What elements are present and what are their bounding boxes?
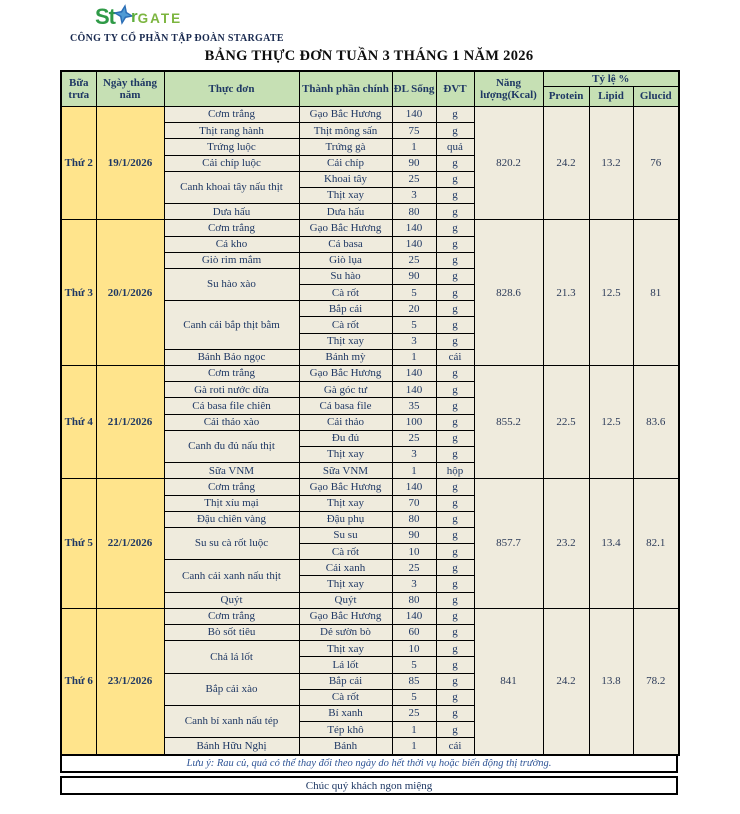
ingredient-cell: Đu đủ xyxy=(299,430,392,446)
ingredient-cell: Thịt mông sấn xyxy=(299,123,392,139)
qty-cell: 90 xyxy=(392,527,436,543)
energy-cell: 841 xyxy=(474,608,543,754)
logo-text-r: r xyxy=(131,7,138,26)
qty-cell: 25 xyxy=(392,705,436,721)
glucid-cell: 81 xyxy=(633,220,679,366)
ingredient-cell: Su hào xyxy=(299,268,392,284)
unit-cell: g xyxy=(436,705,474,721)
qty-cell: 60 xyxy=(392,625,436,641)
protein-cell: 24.2 xyxy=(543,107,589,220)
menu-row xyxy=(61,107,679,123)
qty-cell: 10 xyxy=(392,544,436,560)
ingredient-cell: Trứng gà xyxy=(299,139,392,155)
dish-cell: Cải thảo xào xyxy=(164,414,299,430)
lipid-cell: 12.5 xyxy=(589,366,633,479)
unit-cell: g xyxy=(436,689,474,705)
unit-cell: g xyxy=(436,187,474,203)
qty-cell: 35 xyxy=(392,398,436,414)
qty-cell: 10 xyxy=(392,641,436,657)
day-cell: Thứ 3 xyxy=(61,220,96,366)
qty-cell: 140 xyxy=(392,220,436,236)
protein-cell: 21.3 xyxy=(543,220,589,366)
dish-cell: Trứng luộc xyxy=(164,139,299,155)
date-cell: 22/1/2026 xyxy=(96,479,164,609)
unit-cell: g xyxy=(436,220,474,236)
ingredient-cell: Gạo Bắc Hương xyxy=(299,608,392,624)
qty-cell: 1 xyxy=(392,738,436,755)
qty-cell: 25 xyxy=(392,560,436,576)
ingredient-cell: Gạo Bắc Hương xyxy=(299,220,392,236)
page-title: BẢNG THỰC ĐƠN TUẦN 3 THÁNG 1 NĂM 2026 xyxy=(204,48,534,64)
stargate-logo xyxy=(95,4,182,30)
unit-cell: g xyxy=(436,317,474,333)
ingredient-cell: Dưa hấu xyxy=(299,204,392,220)
glucid-cell: 76 xyxy=(633,107,679,220)
qty-cell: 85 xyxy=(392,673,436,689)
dish-cell: Bắp cải xào xyxy=(164,673,299,705)
ingredient-cell: Cà rốt xyxy=(299,285,392,301)
lipid-cell: 13.4 xyxy=(589,479,633,609)
ingredient-cell: Su su xyxy=(299,527,392,543)
ingredient-cell: Gạo Bắc Hương xyxy=(299,479,392,495)
dish-cell: Bánh Bảo ngọc xyxy=(164,349,299,365)
col-header-unit: ĐVT xyxy=(436,71,474,107)
dish-cell: Quýt xyxy=(164,592,299,608)
date-cell: 23/1/2026 xyxy=(96,608,164,754)
ingredient-cell: Thịt xay xyxy=(299,333,392,349)
dish-cell: Thịt xíu mại xyxy=(164,495,299,511)
unit-cell: g xyxy=(436,366,474,382)
dish-cell: Đậu chiên vàng xyxy=(164,511,299,527)
ingredient-cell: Lá lốt xyxy=(299,657,392,673)
unit-cell: cái xyxy=(436,349,474,365)
qty-cell: 3 xyxy=(392,187,436,203)
day-cell: Thứ 2 xyxy=(61,107,96,220)
dish-cell: Cơm trắng xyxy=(164,479,299,495)
unit-cell: g xyxy=(436,382,474,398)
qty-cell: 1 xyxy=(392,349,436,365)
unit-cell: g xyxy=(436,414,474,430)
dish-cell: Cải chíp luộc xyxy=(164,155,299,171)
unit-cell: g xyxy=(436,268,474,284)
ingredient-cell: Cà rốt xyxy=(299,544,392,560)
unit-cell: g xyxy=(436,155,474,171)
ingredient-cell: Dẻ sườn bò xyxy=(299,625,392,641)
unit-cell: g xyxy=(436,333,474,349)
unit-cell: g xyxy=(436,625,474,641)
day-cell: Thứ 5 xyxy=(61,479,96,609)
col-header-energy: Năng lượng(Kcal) xyxy=(474,71,543,107)
qty-cell: 5 xyxy=(392,657,436,673)
dish-cell: Cơm trắng xyxy=(164,107,299,123)
unit-cell: g xyxy=(436,204,474,220)
col-header-protein: Protein xyxy=(543,87,589,107)
dish-cell: Cơm trắng xyxy=(164,608,299,624)
qty-cell: 25 xyxy=(392,171,436,187)
unit-cell: g xyxy=(436,123,474,139)
dish-cell: Giò rim mắm xyxy=(164,252,299,268)
qty-cell: 1 xyxy=(392,139,436,155)
unit-cell: quả xyxy=(436,139,474,155)
ingredient-cell: Cải xanh xyxy=(299,560,392,576)
col-header-date: Ngày tháng năm xyxy=(96,71,164,107)
lipid-cell: 13.8 xyxy=(589,608,633,754)
qty-cell: 80 xyxy=(392,592,436,608)
dish-cell: Canh cải xanh nấu thịt xyxy=(164,560,299,592)
unit-cell: g xyxy=(436,722,474,738)
ingredient-cell: Tép khô xyxy=(299,722,392,738)
unit-cell: g xyxy=(436,657,474,673)
qty-cell: 140 xyxy=(392,366,436,382)
dish-cell: Gà roti nước dừa xyxy=(164,382,299,398)
unit-cell: g xyxy=(436,511,474,527)
ingredient-cell: Thịt xay xyxy=(299,641,392,657)
unit-cell: g xyxy=(436,544,474,560)
dish-cell: Sữa VNM xyxy=(164,463,299,479)
footer-wish: Chúc quý khách ngon miệng xyxy=(60,776,678,795)
ingredient-cell: Quýt xyxy=(299,592,392,608)
qty-cell: 5 xyxy=(392,285,436,301)
energy-cell: 828.6 xyxy=(474,220,543,366)
date-cell: 21/1/2026 xyxy=(96,366,164,479)
company-name: CÔNG TY CỔ PHẦN TẬP ĐOÀN STARGATE xyxy=(70,33,284,44)
ingredient-cell: Cá basa file xyxy=(299,398,392,414)
unit-cell: g xyxy=(436,673,474,689)
ingredient-cell: Đậu phụ xyxy=(299,511,392,527)
dish-cell: Canh khoai tây nấu thịt xyxy=(164,171,299,203)
dish-cell: Chả lá lốt xyxy=(164,641,299,673)
ingredient-cell: Bắp cải xyxy=(299,301,392,317)
col-header-ingredient: Thành phần chính xyxy=(299,71,392,107)
qty-cell: 140 xyxy=(392,382,436,398)
qty-cell: 90 xyxy=(392,155,436,171)
col-header-qty: ĐL Sống xyxy=(392,71,436,107)
ingredient-cell: Sữa VNM xyxy=(299,463,392,479)
unit-cell: g xyxy=(436,107,474,123)
energy-cell: 820.2 xyxy=(474,107,543,220)
ingredient-cell: Cải thảo xyxy=(299,414,392,430)
qty-cell: 3 xyxy=(392,446,436,462)
unit-cell: g xyxy=(436,527,474,543)
qty-cell: 70 xyxy=(392,495,436,511)
col-header-ratio: Tỷ lệ % xyxy=(543,71,679,87)
dish-cell: Cá basa file chiên xyxy=(164,398,299,414)
unit-cell: g xyxy=(436,171,474,187)
protein-cell: 22.5 xyxy=(543,366,589,479)
date-cell: 20/1/2026 xyxy=(96,220,164,366)
protein-cell: 23.2 xyxy=(543,479,589,609)
qty-cell: 25 xyxy=(392,430,436,446)
col-header-lipid: Lipid xyxy=(589,87,633,107)
footer-note: Lưu ý: Rau củ, quả có thể thay đổi theo ngày do hết thời vụ hoặc biến động thị trường. xyxy=(60,756,678,773)
dish-cell: Cơm trắng xyxy=(164,220,299,236)
qty-cell: 75 xyxy=(392,123,436,139)
dish-cell: Su hào xào xyxy=(164,268,299,300)
dish-cell: Cơm trắng xyxy=(164,366,299,382)
qty-cell: 1 xyxy=(392,463,436,479)
dish-cell: Canh đu đủ nấu thịt xyxy=(164,430,299,462)
menu-table xyxy=(60,70,680,756)
ingredient-cell: Thịt xay xyxy=(299,495,392,511)
menu-row xyxy=(61,479,679,495)
day-cell: Thứ 6 xyxy=(61,608,96,754)
qty-cell: 3 xyxy=(392,333,436,349)
col-header-glucid: Glucid xyxy=(633,87,679,107)
table-header xyxy=(61,71,679,107)
unit-cell: g xyxy=(436,592,474,608)
menu-row xyxy=(61,608,679,624)
ingredient-cell: Cà rốt xyxy=(299,317,392,333)
unit-cell: g xyxy=(436,495,474,511)
lipid-cell: 13.2 xyxy=(589,107,633,220)
qty-cell: 140 xyxy=(392,236,436,252)
lipid-cell: 12.5 xyxy=(589,220,633,366)
ingredient-cell: Cá basa xyxy=(299,236,392,252)
qty-cell: 80 xyxy=(392,511,436,527)
qty-cell: 1 xyxy=(392,722,436,738)
unit-cell: g xyxy=(436,560,474,576)
ingredient-cell: Thịt xay xyxy=(299,446,392,462)
unit-cell: g xyxy=(436,301,474,317)
unit-cell: g xyxy=(436,446,474,462)
qty-cell: 100 xyxy=(392,414,436,430)
qty-cell: 140 xyxy=(392,608,436,624)
ingredient-cell: Gạo Bắc Hương xyxy=(299,107,392,123)
qty-cell: 5 xyxy=(392,317,436,333)
dish-cell: Canh cải bắp thịt bằm xyxy=(164,301,299,350)
energy-cell: 857.7 xyxy=(474,479,543,609)
qty-cell: 140 xyxy=(392,107,436,123)
dish-cell: Cá kho xyxy=(164,236,299,252)
ingredient-cell: Cà rốt xyxy=(299,689,392,705)
qty-cell: 140 xyxy=(392,479,436,495)
menu-row xyxy=(61,220,679,236)
date-cell: 19/1/2026 xyxy=(96,107,164,220)
qty-cell: 5 xyxy=(392,689,436,705)
energy-cell: 855.2 xyxy=(474,366,543,479)
unit-cell: g xyxy=(436,236,474,252)
unit-cell: g xyxy=(436,479,474,495)
unit-cell: g xyxy=(436,430,474,446)
qty-cell: 20 xyxy=(392,301,436,317)
unit-cell: g xyxy=(436,285,474,301)
ingredient-cell: Bí xanh xyxy=(299,705,392,721)
ingredient-cell: Bắp cải xyxy=(299,673,392,689)
ingredient-cell: Khoai tây xyxy=(299,171,392,187)
glucid-cell: 83.6 xyxy=(633,366,679,479)
menu-sheet xyxy=(60,70,678,795)
ingredient-cell: Thịt xay xyxy=(299,576,392,592)
qty-cell: 90 xyxy=(392,268,436,284)
unit-cell: g xyxy=(436,608,474,624)
unit-cell: hộp xyxy=(436,463,474,479)
qty-cell: 80 xyxy=(392,204,436,220)
unit-cell: g xyxy=(436,252,474,268)
qty-cell: 3 xyxy=(392,576,436,592)
ingredient-cell: Giò lụa xyxy=(299,252,392,268)
day-cell: Thứ 4 xyxy=(61,366,96,479)
dish-cell: Thịt rang hành xyxy=(164,123,299,139)
ingredient-cell: Cải chíp xyxy=(299,155,392,171)
ingredient-cell: Bánh mỳ xyxy=(299,349,392,365)
ingredient-cell: Bánh xyxy=(299,738,392,755)
protein-cell: 24.2 xyxy=(543,608,589,754)
dish-cell: Su su cà rốt luộc xyxy=(164,527,299,559)
dish-cell: Canh bí xanh nấu tép xyxy=(164,705,299,737)
unit-cell: g xyxy=(436,641,474,657)
logo-text-st: St xyxy=(95,4,115,29)
table-body xyxy=(61,107,679,755)
col-header-meal: Bữa trưa xyxy=(61,71,96,107)
ingredient-cell: Gạo Bắc Hương xyxy=(299,366,392,382)
menu-row xyxy=(61,366,679,382)
logo-text-gate: GATE xyxy=(137,11,183,26)
glucid-cell: 78.2 xyxy=(633,608,679,754)
unit-cell: cái xyxy=(436,738,474,755)
unit-cell: g xyxy=(436,576,474,592)
dish-cell: Bò sốt tiêu xyxy=(164,625,299,641)
ingredient-cell: Thịt xay xyxy=(299,187,392,203)
dish-cell: Dưa hấu xyxy=(164,204,299,220)
qty-cell: 25 xyxy=(392,252,436,268)
glucid-cell: 82.1 xyxy=(633,479,679,609)
dish-cell: Bánh Hữu Nghị xyxy=(164,738,299,755)
col-header-menu: Thực đơn xyxy=(164,71,299,107)
ingredient-cell: Gà góc tư xyxy=(299,382,392,398)
unit-cell: g xyxy=(436,398,474,414)
